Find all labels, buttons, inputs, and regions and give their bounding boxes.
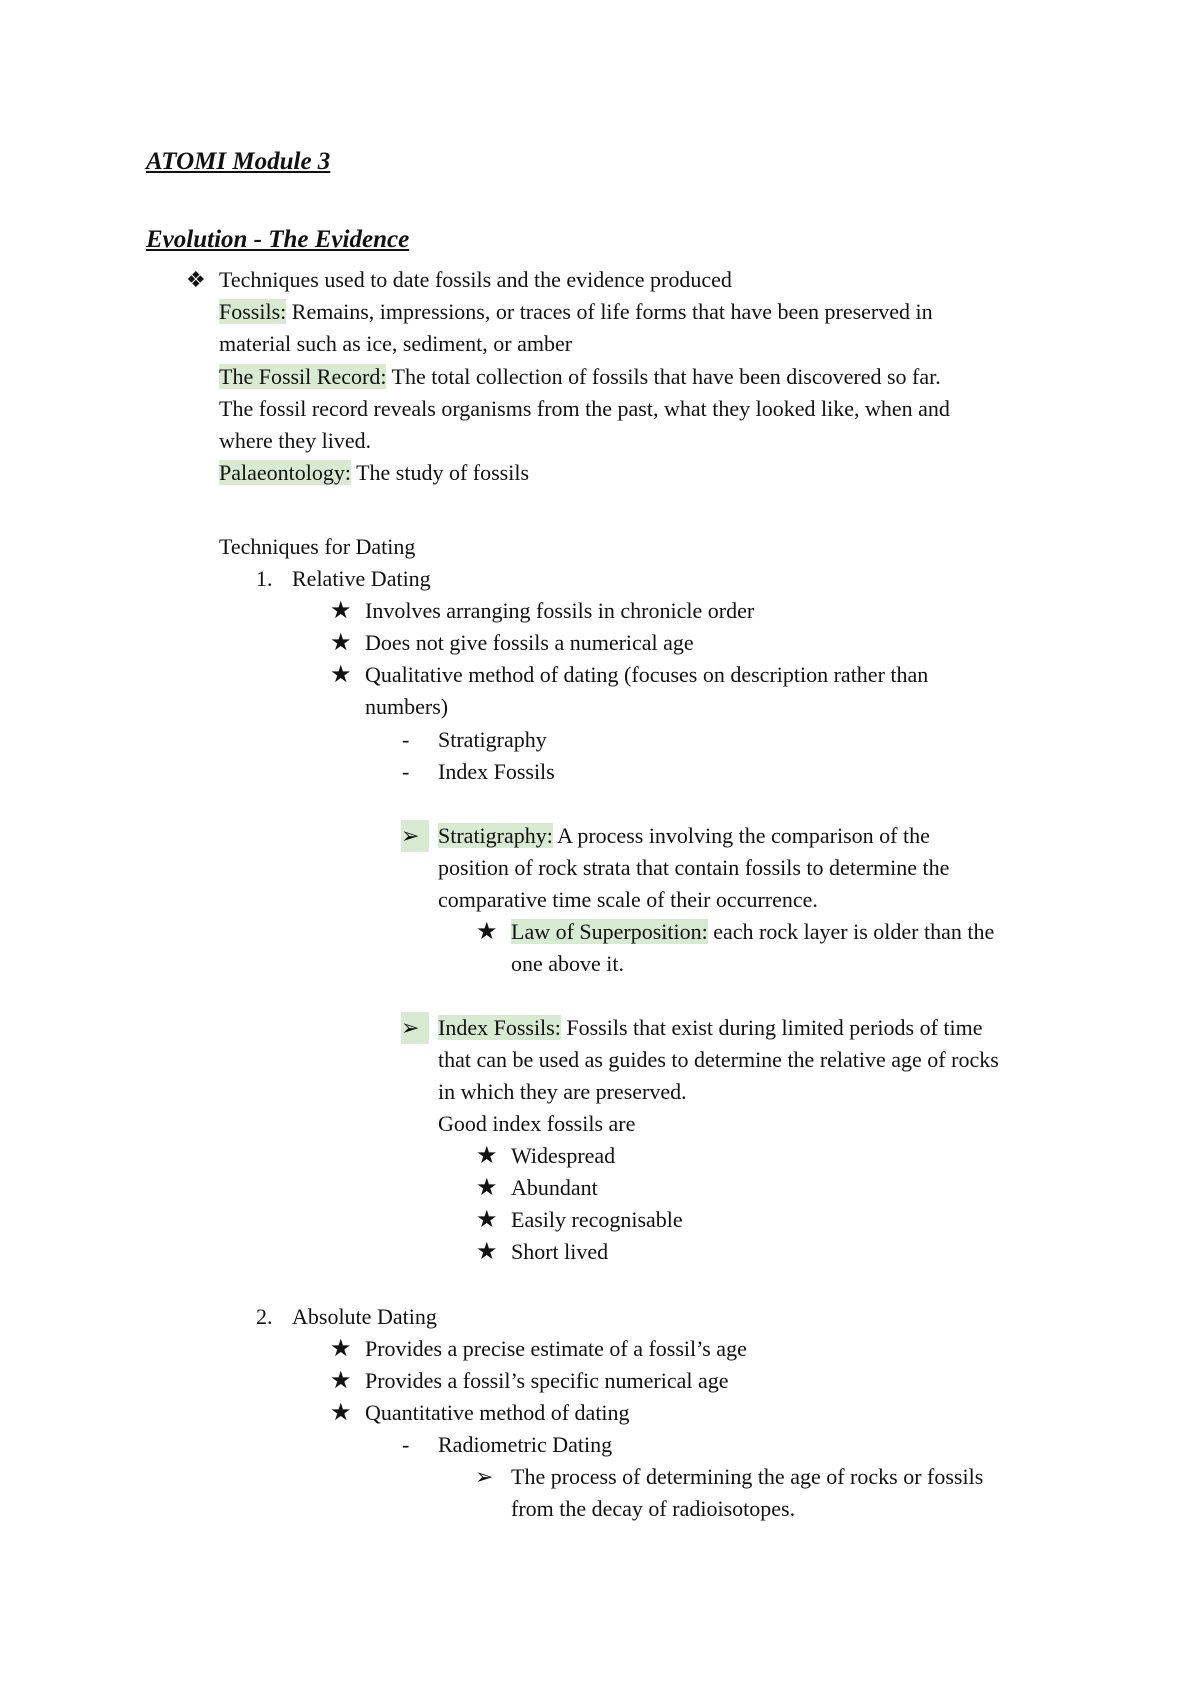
- fossil-record-definition: [219, 361, 941, 393]
- star-icon: ★: [476, 919, 498, 945]
- document-title: ATOMI Module 3: [146, 148, 331, 175]
- fossil-record-def-line3: where they lived.: [219, 428, 372, 453]
- list-number: 2.: [256, 1304, 273, 1329]
- star-icon: ★: [330, 662, 352, 688]
- diamond-bullet-icon: ❖: [186, 267, 206, 292]
- good-index-item: Widespread: [511, 1143, 616, 1168]
- index-fossils-term: Index Fossils:: [438, 1015, 561, 1040]
- radiometric-def-line2: from the decay of radioisotopes.: [511, 1496, 796, 1521]
- good-index-item: Short lived: [511, 1239, 609, 1264]
- star-icon: ★: [476, 1207, 498, 1233]
- arrow-bullet-icon: ➢: [401, 1012, 429, 1044]
- star-icon: ★: [476, 1143, 498, 1169]
- radiometric-dating-label: Radiometric Dating: [438, 1432, 613, 1457]
- techniques-heading: Techniques for Dating: [219, 534, 416, 559]
- index-fossils-def: Fossils that exist during limited periods of time: [560, 1015, 983, 1040]
- law-term: Law of Superposition:: [511, 919, 708, 944]
- dash-bullet: -: [402, 1432, 410, 1457]
- bullet-text: Techniques used to date fossils and the evidence produced: [219, 267, 732, 292]
- arrow-bullet-icon: ➢: [475, 1464, 494, 1489]
- radiometric-def: The process of determining the age of rocks or fossils: [511, 1464, 984, 1489]
- good-index-item: Easily recognisable: [511, 1207, 683, 1232]
- sub-item-index-fossils: Index Fossils: [438, 759, 555, 784]
- relative-dating-title: Relative Dating: [292, 566, 431, 591]
- good-index-item: Abundant: [511, 1175, 598, 1200]
- palaeontology-definition: [219, 457, 529, 489]
- fossils-def-line2: material such as ice, sediment, or amber: [219, 331, 573, 356]
- star-icon: ★: [330, 598, 352, 624]
- relative-point-cont: numbers): [365, 694, 449, 719]
- arrow-bullet-icon: ➢: [401, 820, 429, 852]
- fossils-definition: [219, 296, 933, 328]
- absolute-dating-title: Absolute Dating: [292, 1304, 437, 1329]
- section-title: Evolution - The Evidence: [146, 226, 410, 253]
- star-icon: ★: [330, 630, 352, 656]
- fossils-term: Fossils:: [219, 299, 287, 324]
- law-def: each rock layer is older than the: [707, 919, 995, 944]
- absolute-point: Quantitative method of dating: [365, 1400, 630, 1425]
- stratigraphy-term: Stratigraphy:: [438, 823, 553, 848]
- dash-bullet: -: [402, 759, 410, 784]
- absolute-point: Provides a fossil’s specific numerical age: [365, 1368, 729, 1393]
- dash-bullet: -: [402, 727, 410, 752]
- absolute-point: Provides a precise estimate of a fossil’s age: [365, 1336, 747, 1361]
- palaeontology-def: The study of fossils: [350, 460, 530, 485]
- star-icon: ★: [330, 1336, 352, 1362]
- stratigraphy-def-line3: comparative time scale of their occurrence.: [438, 887, 818, 912]
- stratigraphy-def-line2: position of rock strata that contain fossils to determine the: [438, 855, 950, 880]
- fossil-record-def-line2: The fossil record reveals organisms from the past, what they looked like, when and: [219, 396, 950, 421]
- good-index-heading: Good index fossils are: [438, 1111, 636, 1136]
- index-fossils-def-line2: that can be used as guides to determine the relative age of rocks: [438, 1047, 999, 1072]
- star-icon: ★: [330, 1368, 352, 1394]
- index-fossils-def-line3: in which they are preserved.: [438, 1079, 687, 1104]
- fossil-record-term: The Fossil Record:: [219, 364, 387, 389]
- index-fossils-definition: [438, 1012, 983, 1044]
- stratigraphy-definition: [438, 820, 930, 852]
- palaeontology-term: Palaeontology:: [219, 460, 351, 485]
- law-def-line2: one above it.: [511, 951, 625, 976]
- fossils-def: Remains, impressions, or traces of life forms that have been preserved in: [286, 299, 933, 324]
- star-icon: ★: [476, 1175, 498, 1201]
- sub-item-stratigraphy: Stratigraphy: [438, 727, 547, 752]
- list-number: 1.: [256, 566, 273, 591]
- relative-point: Involves arranging fossils in chronicle order: [365, 598, 755, 623]
- star-icon: ★: [476, 1239, 498, 1265]
- star-icon: ★: [330, 1400, 352, 1426]
- stratigraphy-def: A process involving the comparison of the: [552, 823, 930, 848]
- relative-point: Does not give fossils a numerical age: [365, 630, 694, 655]
- relative-point: Qualitative method of dating (focuses on description rather than: [365, 662, 929, 687]
- law-of-superposition: [511, 916, 994, 948]
- fossil-record-def: The total collection of fossils that have been discovered so far.: [386, 364, 941, 389]
